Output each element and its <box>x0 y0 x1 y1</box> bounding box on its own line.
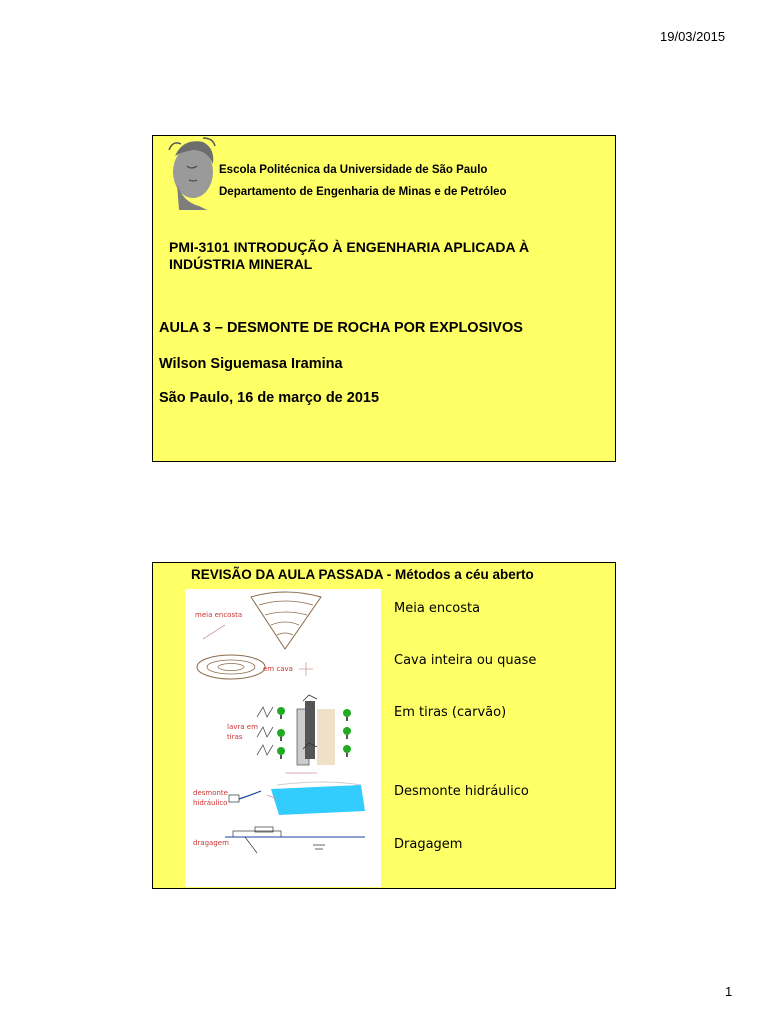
lecture-title: AULA 3 – DESMONTE DE ROCHA POR EXPLOSIVOS <box>159 320 523 336</box>
figure-label-meia-encosta: meia encosta <box>195 611 243 619</box>
figure-label-hidraulico-2: hidráulico <box>193 799 228 807</box>
place-date: São Paulo, 16 de março de 2015 <box>159 390 380 406</box>
figure-label-tiras-2: tiras <box>227 733 243 741</box>
title-slide <box>152 135 616 462</box>
review-slide <box>152 562 616 889</box>
method-label-dragagem: Dragagem <box>394 837 463 852</box>
slide-title: REVISÃO DA AULA PASSADA - Métodos a céu aberto <box>191 567 534 582</box>
method-label-tiras: Em tiras (carvão) <box>394 705 507 720</box>
method-label-hidraulico: Desmonte hidráulico <box>394 784 529 799</box>
athena-bust-logo <box>163 136 221 212</box>
method-label-meia-encosta: Meia encosta <box>394 601 481 616</box>
page-number: 1 <box>725 984 733 999</box>
figure-label-tiras-1: lavra em <box>227 723 258 731</box>
course-title: PMI-3101 INTRODUÇÃO À ENGENHARIA APLICADA À INDÚSTRIA MINERAL <box>169 239 530 272</box>
figure-label-hidraulico-1: desmonte <box>193 789 228 797</box>
header-date: 19/03/2015 <box>660 29 726 44</box>
mining-methods-figure <box>185 589 381 887</box>
author-name: Wilson Siguemasa Iramina <box>159 356 343 372</box>
figure-label-dragagem: dragagem <box>193 839 229 847</box>
method-label-cava: Cava inteira ou quase <box>394 653 537 668</box>
department-name: Departamento de Engenharia de Minas e de Petróleo <box>219 186 507 198</box>
figure-label-em-cava: em cava <box>263 665 293 673</box>
institution-name: Escola Politécnica da Universidade de São Paulo <box>219 164 488 176</box>
